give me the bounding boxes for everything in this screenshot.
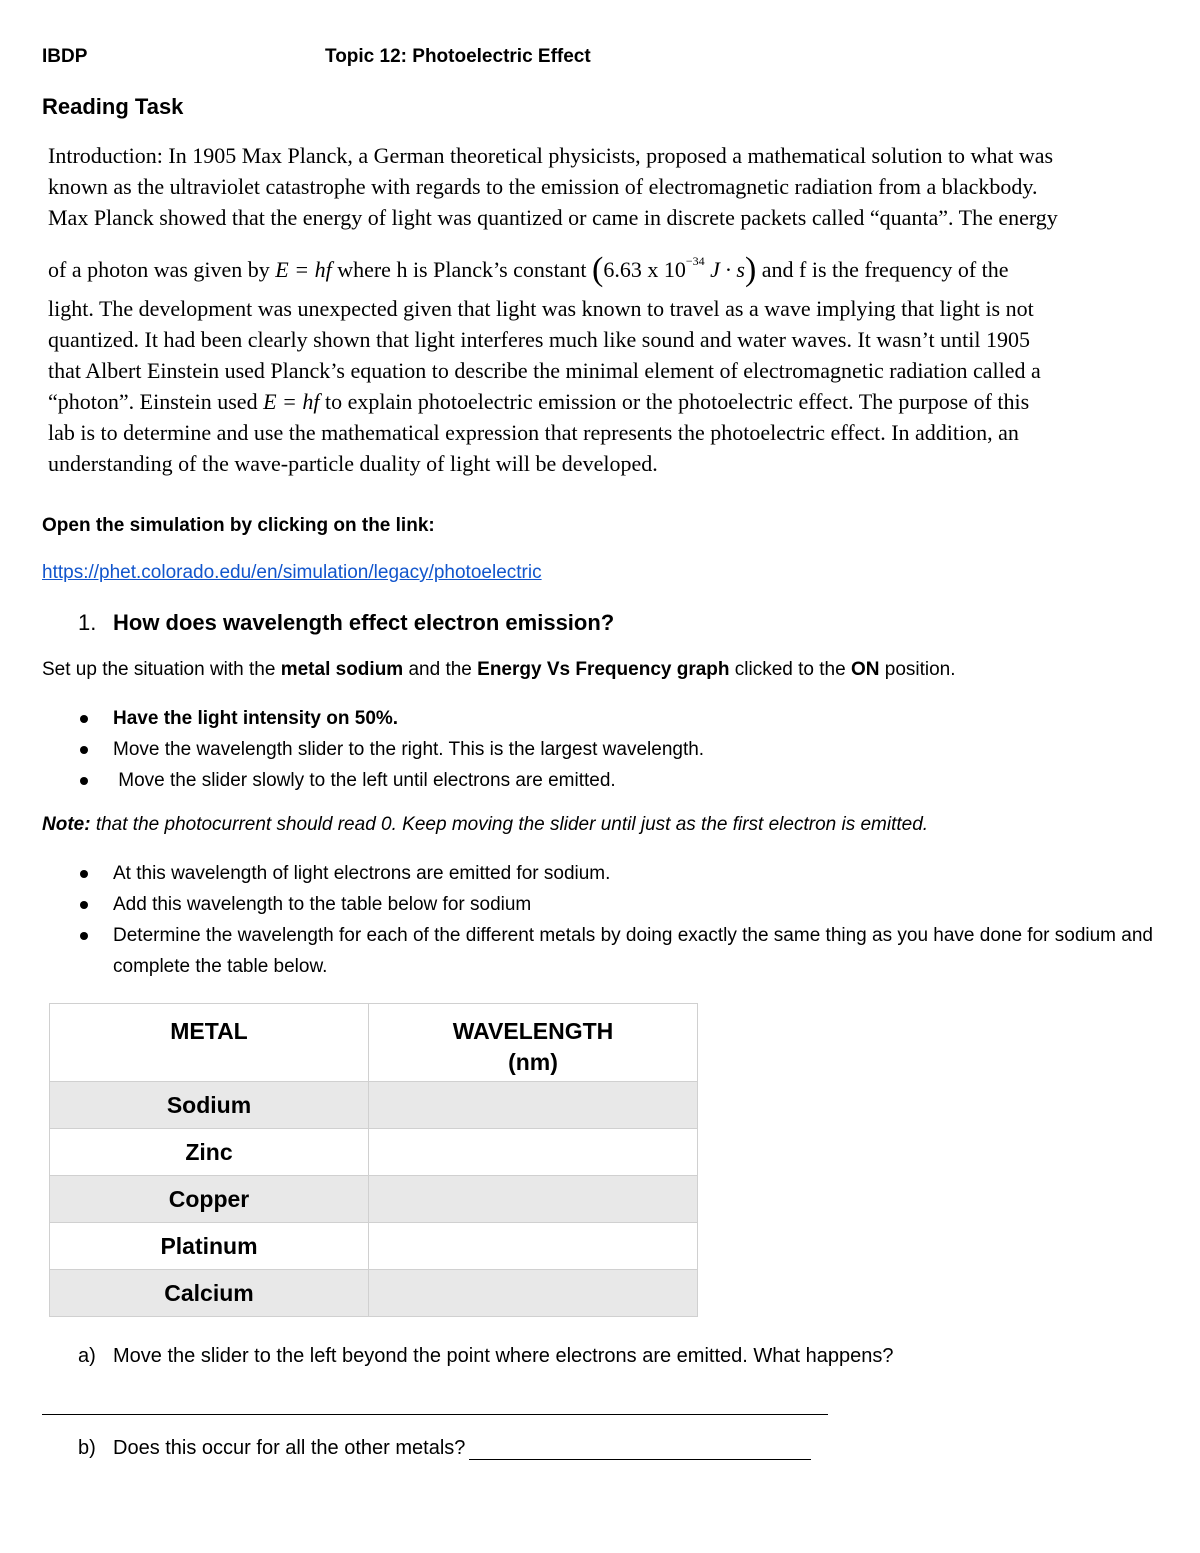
table-row xyxy=(50,1270,698,1317)
course-label: IBDP xyxy=(42,46,88,67)
section-title: Reading Task xyxy=(42,94,184,119)
step-text: Add this wavelength to the table below for sodium xyxy=(113,894,532,915)
bullet-icon xyxy=(80,715,88,723)
table-header-row xyxy=(50,1004,698,1082)
step-text: At this wavelength of light electrons are emitted for sodium. xyxy=(113,863,611,884)
step-item xyxy=(72,765,704,796)
intro-formula-line-2 xyxy=(48,386,1158,417)
note-label: Note: xyxy=(42,814,91,835)
step-item xyxy=(72,858,1162,889)
subquestion-text: Move the slider to the left beyond the point where electrons are emitted. What happens? xyxy=(113,1345,894,1367)
question-1 xyxy=(78,610,614,636)
intro-text: and f is the frequency of the xyxy=(761,257,1009,282)
subquestion-b xyxy=(78,1437,811,1460)
metal-cell: Platinum xyxy=(50,1223,369,1270)
step-text: Have the light intensity on 50%. xyxy=(113,708,399,729)
metal-cell: Calcium xyxy=(50,1270,369,1317)
topic-title: Topic 12: Photoelectric Effect xyxy=(325,46,591,67)
setup-graph: Energy Vs Frequency graph xyxy=(477,659,730,680)
wavelength-cell[interactable] xyxy=(369,1082,698,1129)
setup-on: ON xyxy=(850,659,880,680)
bullet-icon xyxy=(80,746,88,754)
step-item xyxy=(72,889,1162,920)
intro-line: lab is to determine and use the mathematical expression that represents the photoelectric effect. In addition, an xyxy=(48,420,1019,445)
simulation-instruction: Open the simulation by clicking on the link: xyxy=(42,515,435,536)
column-header-text: WAVELENGTH xyxy=(452,1018,614,1044)
energy-formula: E = hf xyxy=(275,257,332,282)
table-row xyxy=(50,1176,698,1223)
intro-line: light. The development was unexpected given that light was known to travel as a wave implying that light is not xyxy=(48,296,1034,321)
intro-text: of a photon was given by xyxy=(48,257,270,282)
step-item xyxy=(72,703,704,734)
energy-formula: E = hf xyxy=(263,389,320,414)
steps-list xyxy=(72,703,704,796)
subquestion-a xyxy=(78,1345,893,1368)
bullet-icon xyxy=(80,932,88,940)
table-row xyxy=(50,1129,698,1176)
answer-line-a[interactable] xyxy=(42,1414,828,1415)
metal-cell: Sodium xyxy=(50,1082,369,1129)
planck-constant-unit: J · s xyxy=(710,257,745,282)
intro-line: quantized. It had been clearly shown that light interferes much like sound and water waves. It wasn’t until 1905 xyxy=(48,327,1030,352)
metal-wavelength-table xyxy=(49,1003,698,1317)
table-row xyxy=(50,1223,698,1270)
introduction-paragraph xyxy=(48,140,1158,479)
wavelength-cell[interactable] xyxy=(369,1223,698,1270)
intro-line: known as the ultraviolet catastrophe with regards to the emission of electromagnetic radiation from a blackbody. xyxy=(48,174,1038,199)
setup-text: clicked to the xyxy=(729,659,851,680)
wavelength-cell[interactable] xyxy=(369,1176,698,1223)
column-header-unit: (nm) xyxy=(508,1049,558,1075)
close-paren: ) xyxy=(744,251,757,288)
step-text: Move the wavelength slider to the right. This is the largest wavelength. xyxy=(113,739,705,760)
step-item xyxy=(72,734,704,765)
intro-text: to explain photoelectric emission or the photoelectric effect. The purpose of this xyxy=(324,389,1030,414)
planck-constant-exponent: −34 xyxy=(685,254,705,268)
metal-cell: Copper xyxy=(50,1176,369,1223)
setup-text: Set up the situation with the xyxy=(42,659,281,680)
subquestion-label: a) xyxy=(78,1345,96,1367)
simulation-link[interactable]: https://phet.colorado.edu/en/simulation/legacy/photoelectric xyxy=(42,562,542,583)
step-item xyxy=(72,920,1162,982)
subquestion-text: Does this occur for all the other metals? xyxy=(113,1437,466,1459)
intro-text: “photon”. Einstein used xyxy=(48,389,258,414)
setup-text: and the xyxy=(403,659,478,680)
steps-list-2 xyxy=(72,858,1162,982)
question-text: How does wavelength effect electron emission? xyxy=(113,610,615,635)
subquestion-label: b) xyxy=(78,1437,96,1459)
bullet-icon xyxy=(80,870,88,878)
setup-metal: metal sodium xyxy=(280,659,404,680)
note xyxy=(42,814,928,836)
wavelength-cell[interactable] xyxy=(369,1129,698,1176)
table-row xyxy=(50,1082,698,1129)
intro-text: where h is Planck’s constant xyxy=(337,257,587,282)
intro-line: that Albert Einstein used Planck’s equation to describe the minimal element of electromagnetic radiation called a xyxy=(48,358,1041,383)
intro-line: Max Planck showed that the energy of light was quantized or came in discrete packets called “quanta”. The energy xyxy=(48,205,1058,230)
step-text: Determine the wavelength for each of the different metals by doing exactly the same thing as you have done for sodium and complete the table below. xyxy=(113,925,1153,977)
planck-constant-base: 6.63 x 10 xyxy=(603,257,686,282)
column-header-metal: METAL xyxy=(50,1004,369,1082)
bullet-icon xyxy=(80,901,88,909)
setup-instruction xyxy=(42,659,956,681)
answer-line-b[interactable] xyxy=(469,1439,811,1460)
open-paren: ( xyxy=(592,251,604,288)
wavelength-cell[interactable] xyxy=(369,1270,698,1317)
column-header-wavelength xyxy=(369,1004,698,1082)
note-text: that the photocurrent should read 0. Keep moving the slider until just as the first electron is emitted. xyxy=(90,814,929,835)
setup-text: position. xyxy=(879,659,956,680)
step-text: Move the slider slowly to the left until electrons are emitted. xyxy=(113,770,616,791)
question-number: 1. xyxy=(78,610,97,635)
intro-line: Introduction: In 1905 Max Planck, a German theoretical physicists, proposed a mathematical solution to what was xyxy=(48,143,1054,168)
intro-line: understanding of the wave-particle duality of light will be developed. xyxy=(48,451,658,476)
metal-cell: Zinc xyxy=(50,1129,369,1176)
intro-formula-line xyxy=(48,237,1158,288)
bullet-icon xyxy=(80,777,88,785)
